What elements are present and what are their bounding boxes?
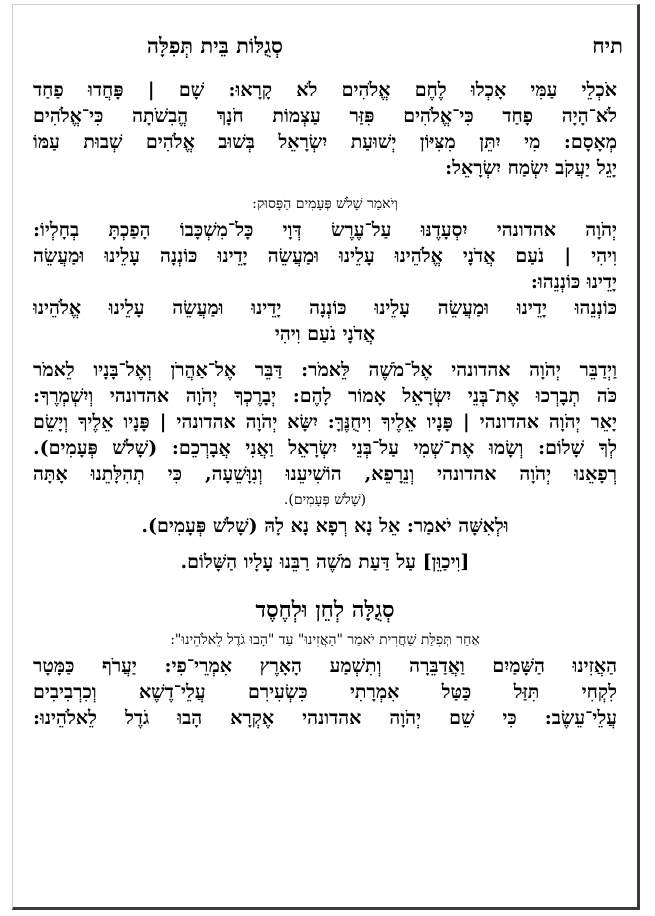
page-number: תיח bbox=[592, 33, 623, 58]
body-text bbox=[33, 77, 617, 731]
section-title: סְגֻלָּה לְחֵן וּלְחֶסֶד bbox=[255, 597, 395, 623]
text-line: וַיְדַבֵּר יְהֹוָה אהדונהי אֶל־מֹשֶׁה לֵּאמֹר: דַּבֵּר אֶל־אַהֲרֹן וְאֶל־בָּנָיו לֵאמֹר bbox=[33, 359, 617, 381]
text-line: כֹּה תְבָרְכוּ אֶת־בְּנֵי יִשְׂרָאֵל אָמוֹר לָהֶם: יְבָרֶכְךָ יְהֹוָה אהדונהי וְיִשְׁמְרֶךָ: bbox=[33, 385, 617, 407]
running-title: סְגֻלּוֹת בֵּית תְּפִלָּה bbox=[146, 33, 283, 58]
paragraph-verses bbox=[33, 77, 617, 181]
text-line: וּלְאִשָּׁה יֹאמַר: אֵל נָא רְפָא נָא לָהּ (שָׁלֹשׁ פְּעָמִים). bbox=[141, 515, 509, 537]
text-line: וִיהִי | נֹעַם אֲדֹנָי אֱלֹהֵינוּ עָלֵינוּ וּמַעֲשֵׂה יָדֵינוּ כּוֹנְנָה עָלֵינוּ וּמַעֲשֵׂה bbox=[33, 245, 617, 267]
text-line: לִקְחִי תִּזַּל כַּטַּל אִמְרָתִי כִּשְׂעִירִם עֲלֵי־דֶשֶׁא וְכִרְבִיבִים bbox=[33, 681, 617, 703]
instruction-line: (שָׁלֹשׁ פְּעָמִים). bbox=[283, 492, 367, 508]
text-line: [וִיכַוֵּן] עַל דַּעַת מֹשֶׁה רַבֵּנוּ עָלָיו הַשָּׁלוֹם. bbox=[180, 551, 470, 573]
instruction-line: וְיֹאמַר שָׁלֹשׁ פְּעָמִים הַפָּסוּק: bbox=[252, 196, 398, 212]
text-line: עֲלֵי־עֵשֶׂב: כִּי שֵׁם יְהֹוָה אהדונהי אֶקְרָא הָבוּ גֹדֶל לֵאלֹהֵינוּ: bbox=[33, 707, 617, 729]
text-line: מְאָסָם: מִי יִתֵּן מִצִּיּוֹן יְשׁוּעַת יִשְׂרָאֵל בְּשׁוּב אֱלֹהִים שְׁבוּת עַמּוֹ bbox=[33, 131, 617, 153]
text-line: יָדֵינוּ כּוֹנְנֵהוּ: bbox=[530, 271, 617, 293]
text-line: כּוֹנְנֵהוּ יָדֵינוּ וּמַעֲשֵׂה עָלֵינוּ כּוֹנְנָה יָדֵינוּ וּמַעֲשֵׂה עָלֵינוּ אֱלֹהֵינוּ bbox=[33, 297, 617, 319]
text-line: אֹכְלֵי עַמִּי אָכְלוּ לֶחֶם אֱלֹהִים לֹא קָרָאוּ: שָׁם | פָּחֲדוּ פַחַד bbox=[33, 79, 617, 101]
text-line: יָגֵל יַעֲקֹב יִשְׂמַח יִשְׂרָאֵל: bbox=[445, 157, 617, 179]
text-line: יָאֵר יְהֹוָה אהדונהי | פָּנָיו אֵלֶיךָ וִיחֻנֶּךָּ: יִשָּׂא יְהֹוָה אהדונהי | פָּנָיו אֵלֶיךָ וְיָשֵׂם bbox=[33, 411, 617, 433]
page-header bbox=[27, 33, 623, 59]
text-line: אֲדֹנָי נֹעַם וִיהִי bbox=[274, 323, 376, 345]
text-line: רְפָאֵנוּ יְהֹוָה אהדונהי וְנֵרָפֵא, הוֹשִׁיעֵנוּ וְנִוָּשֵׁעָה, כִּי תְהִלָּתֵנוּ אָתָּה bbox=[33, 463, 617, 485]
document-page bbox=[12, 4, 640, 910]
text-line: יְהֹוָה אהדונהי יִסְעָדֶנּוּ עַל־עֶרֶשׂ דְּוָי כָּל־מִשְׁכָּבוֹ הָפַכְתָּ בְחָלְיוֹ: bbox=[33, 219, 617, 241]
instruction-line: אַחַר תְּפִלַּת שַׁחֲרִית יֹאמַר "הַאֲזִינוּ" עַד "הָבוּ גֹדֶל לֵאלֹהֵינוּ": bbox=[170, 632, 480, 648]
text-line: לֹא־הָיָה פָחַד כִּי־אֱלֹהִים פִּזַּר עַצְמוֹת חֹנָךְ הֱבִשֹׁתָה כִּי־אֱלֹהִים bbox=[33, 105, 617, 127]
text-line: לְךָ שָׁלוֹם: וְשָׂמוּ אֶת־שְׁמִי עַל־בְּנֵי יִשְׂרָאֵל וַאֲנִי אֲבָרְכֵם: (שָׁלֹשׁ פְּעָמִים). bbox=[33, 437, 617, 459]
text-line: הַאֲזִינוּ הַשָּׁמַיִם וַאֲדַבֵּרָה וְתִשְׁמַע הָאָרֶץ אִמְרֵי־פִי: יַעֲרֹף כַּמָּטָר bbox=[33, 655, 617, 677]
